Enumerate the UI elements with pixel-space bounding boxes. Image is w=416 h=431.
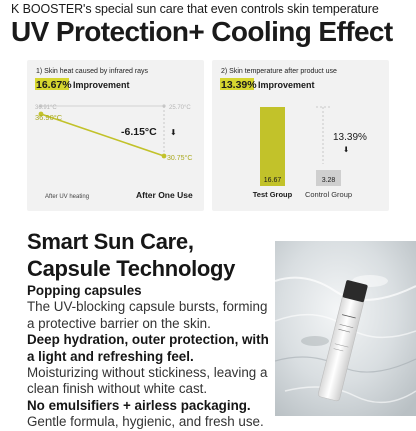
feature-description: Gentle formula, hygienic, and fresh use. bbox=[27, 414, 264, 430]
capsule-title-line2: Capsule Technology bbox=[27, 256, 236, 281]
xlabel-test: Test Group bbox=[252, 190, 293, 199]
down-arrow-icon: ⬇ bbox=[170, 128, 177, 137]
faint-temp-after: 25.70°C bbox=[169, 105, 191, 111]
temp-before: 36.90°C bbox=[35, 113, 63, 122]
improvement-label: Improvement bbox=[73, 80, 130, 90]
improvement-percent: 13.39% bbox=[221, 79, 257, 91]
card-skin-heat bbox=[27, 60, 204, 211]
bar-test-group bbox=[260, 107, 285, 186]
faint-temp-before: 36.91°C bbox=[35, 105, 57, 111]
feature-description: The UV-blocking capsule bursts, forming a protective barrier on the skin. bbox=[27, 299, 268, 331]
card-skin-temperature bbox=[212, 60, 389, 211]
chart-title: 1) Skin heat caused by infrared rays bbox=[36, 68, 149, 75]
capsule-title-line1: Smart Sun Care, bbox=[27, 229, 194, 254]
xlabel-control: Control Group bbox=[304, 190, 353, 199]
feature-heading: No emulsifiers + airless packaging. bbox=[27, 397, 251, 413]
xlabel-before: After UV heating bbox=[45, 194, 90, 200]
bottom-section bbox=[0, 222, 416, 430]
feature-heading: Popping capsules bbox=[27, 283, 142, 298]
temp-after: 30.75°C bbox=[167, 155, 193, 162]
feature-list bbox=[27, 283, 272, 431]
skin-heat-chart bbox=[27, 60, 204, 211]
capsule-title bbox=[27, 228, 235, 282]
diff-label: 13.39% bbox=[333, 132, 367, 143]
skin-temperature-chart bbox=[212, 60, 389, 211]
chart-title: 2) Skin temperature after product use bbox=[221, 68, 337, 75]
xlabel-after: After One Use bbox=[136, 190, 193, 200]
bar-test-value: 16.67 bbox=[263, 177, 282, 184]
feature-description: Moisturizing without stickiness, leaving a clean finish without white cast. bbox=[27, 365, 268, 397]
down-arrow-icon: ⬇ bbox=[343, 145, 350, 154]
improvement-percent: 16.67% bbox=[36, 79, 72, 91]
feature-heading: Deep hydration, outer protection, with a light and refreshing feel. bbox=[27, 332, 269, 364]
tagline: K BOOSTER's special sun care that even controls skin temperature bbox=[11, 2, 379, 16]
product-photo bbox=[275, 241, 416, 416]
point-after bbox=[162, 154, 167, 159]
product-image bbox=[275, 241, 416, 416]
bar-control-value: 3.28 bbox=[321, 177, 336, 184]
headline: UV Protection+ Cooling Effect bbox=[11, 16, 393, 47]
improvement-label: Improvement bbox=[258, 80, 315, 90]
change-value: -6.15°C bbox=[121, 126, 157, 138]
